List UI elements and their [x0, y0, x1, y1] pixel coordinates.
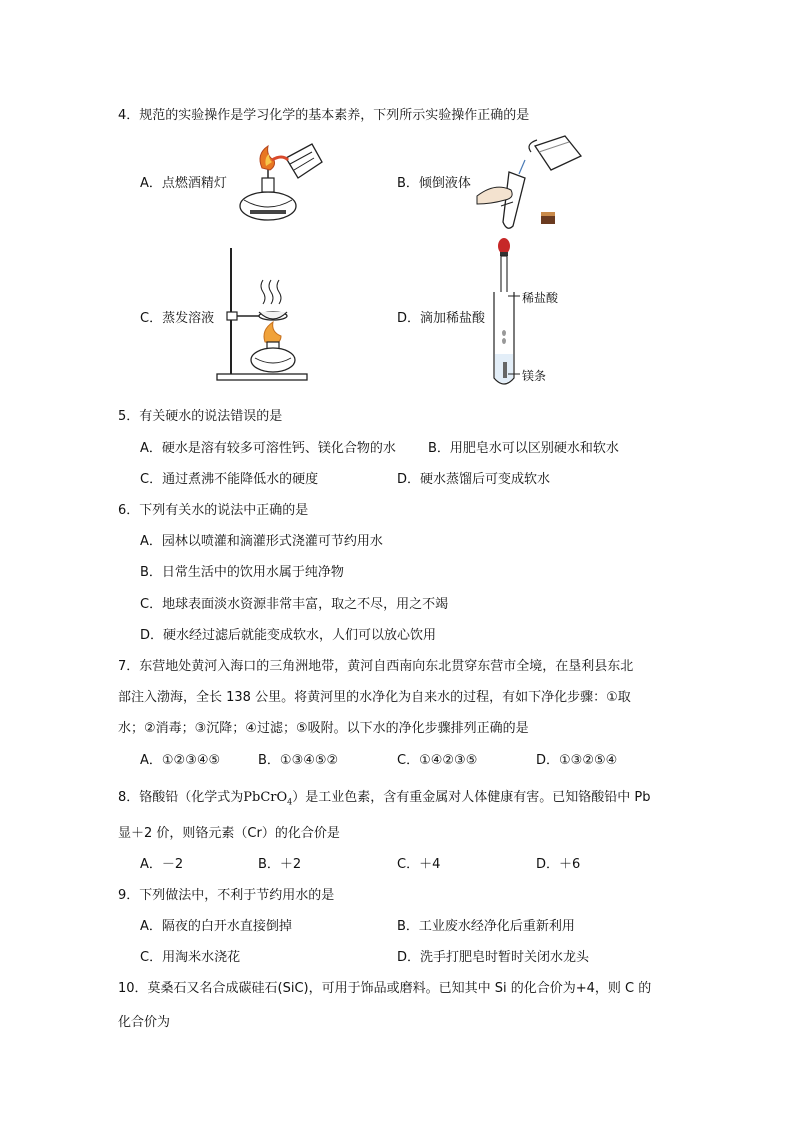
q4-stem: 4．规范的实验操作是学习化学的基本素养，下列所示实验操作正确的是: [118, 108, 530, 123]
q8-line-1-post: ）是工业色素，含有重金属对人体健康有害。已知铬酸铅中 Pb: [292, 790, 651, 805]
q4-option-a: A．点燃酒精灯: [140, 176, 227, 191]
label-magnesium-strip: 镁条: [522, 369, 547, 383]
chemical-formula: [243, 790, 292, 805]
q9-option-a: A．隔夜的白开水直接倒掉: [140, 919, 292, 934]
q6-option-a: A．园林以喷灌和滴灌形式浇灌可节约用水: [140, 534, 383, 549]
q8-option-b: B．＋2: [258, 857, 302, 872]
evaporation-figure: [215, 246, 325, 386]
q8-option-a: A．－2: [140, 857, 184, 872]
q10-line-1: 10．莫桑石又名合成碳硅石(SiC)，可用于饰品或磨料。已知其中 Si 的化合价为+4，则 C 的: [118, 981, 652, 996]
alcohol-lamp-figure: [228, 136, 328, 226]
q8-line-1: [118, 786, 651, 807]
q7-option-d: D．①③②⑤④: [536, 753, 618, 768]
q4-option-d: D．滴加稀盐酸: [397, 311, 486, 326]
q9-option-c: C．用淘米水浇花: [140, 950, 241, 965]
formula-main: PbCrO: [243, 790, 288, 805]
q6-option-b: B．日常生活中的饮用水属于纯净物: [140, 565, 344, 580]
q9-option-d: D．洗手打肥皂时暂时关闭水龙头: [397, 950, 590, 965]
q10-line-2: 化合价为: [118, 1015, 171, 1030]
q5-option-d: D．硬水蒸馏后可变成软水: [397, 472, 551, 487]
q8-option-c: C．＋4: [397, 857, 441, 872]
q5-option-a: A．硬水是溶有较多可溶性钙、镁化合物的水: [140, 441, 396, 456]
q8-option-d: D．＋6: [536, 857, 581, 872]
q7-line-3: 水；②消毒；③沉降；④过滤；⑤吸附。以下水的净化步骤排列正确的是: [118, 721, 529, 736]
q8-line-1-pre: 8．铬酸铅（化学式为: [118, 790, 244, 805]
q5-stem: 5．有关硬水的说法错误的是: [118, 409, 283, 424]
q4-option-c: C．蒸发溶液: [140, 311, 215, 326]
q7-option-c: C．①④②③⑤: [397, 753, 478, 768]
pouring-liquid-figure: [475, 132, 585, 232]
q7-line-2: 部注入渤海，全长 138 公里。将黄河里的水净化为自来水的过程，有如下净化步骤：①取: [118, 690, 631, 705]
q8-line-2: 显＋2 价，则铬元素（Cr）的化合价是: [118, 826, 340, 841]
q7-option-a: A．①②③④⑤: [140, 753, 221, 768]
q7-option-b: B．①③④⑤②: [258, 753, 339, 768]
q5-option-b: B．用肥皂水可以区别硬水和软水: [428, 441, 619, 456]
q7-line-1: 7．东营地处黄河入海口的三角洲地带，黄河自西南向东北贯穿东营市全境，在垦利县东北: [118, 659, 634, 674]
q6-option-c: C．地球表面淡水资源非常丰富，取之不尽，用之不竭: [140, 597, 449, 612]
q4-option-b: B．倾倒液体: [397, 176, 471, 191]
formula-subscript: 4: [287, 797, 293, 807]
q6-option-d: D．硬水经过滤后就能变成软水，人们可以放心饮用: [140, 628, 437, 643]
q5-option-c: C．通过煮沸不能降低水的硬度: [140, 472, 319, 487]
q9-option-b: B．工业废水经净化后重新利用: [397, 919, 575, 934]
q6-stem: 6．下列有关水的说法中正确的是: [118, 503, 309, 518]
q9-stem: 9．下列做法中，不利于节约用水的是: [118, 888, 335, 903]
label-dilute-acid: 稀盐酸: [522, 291, 559, 305]
